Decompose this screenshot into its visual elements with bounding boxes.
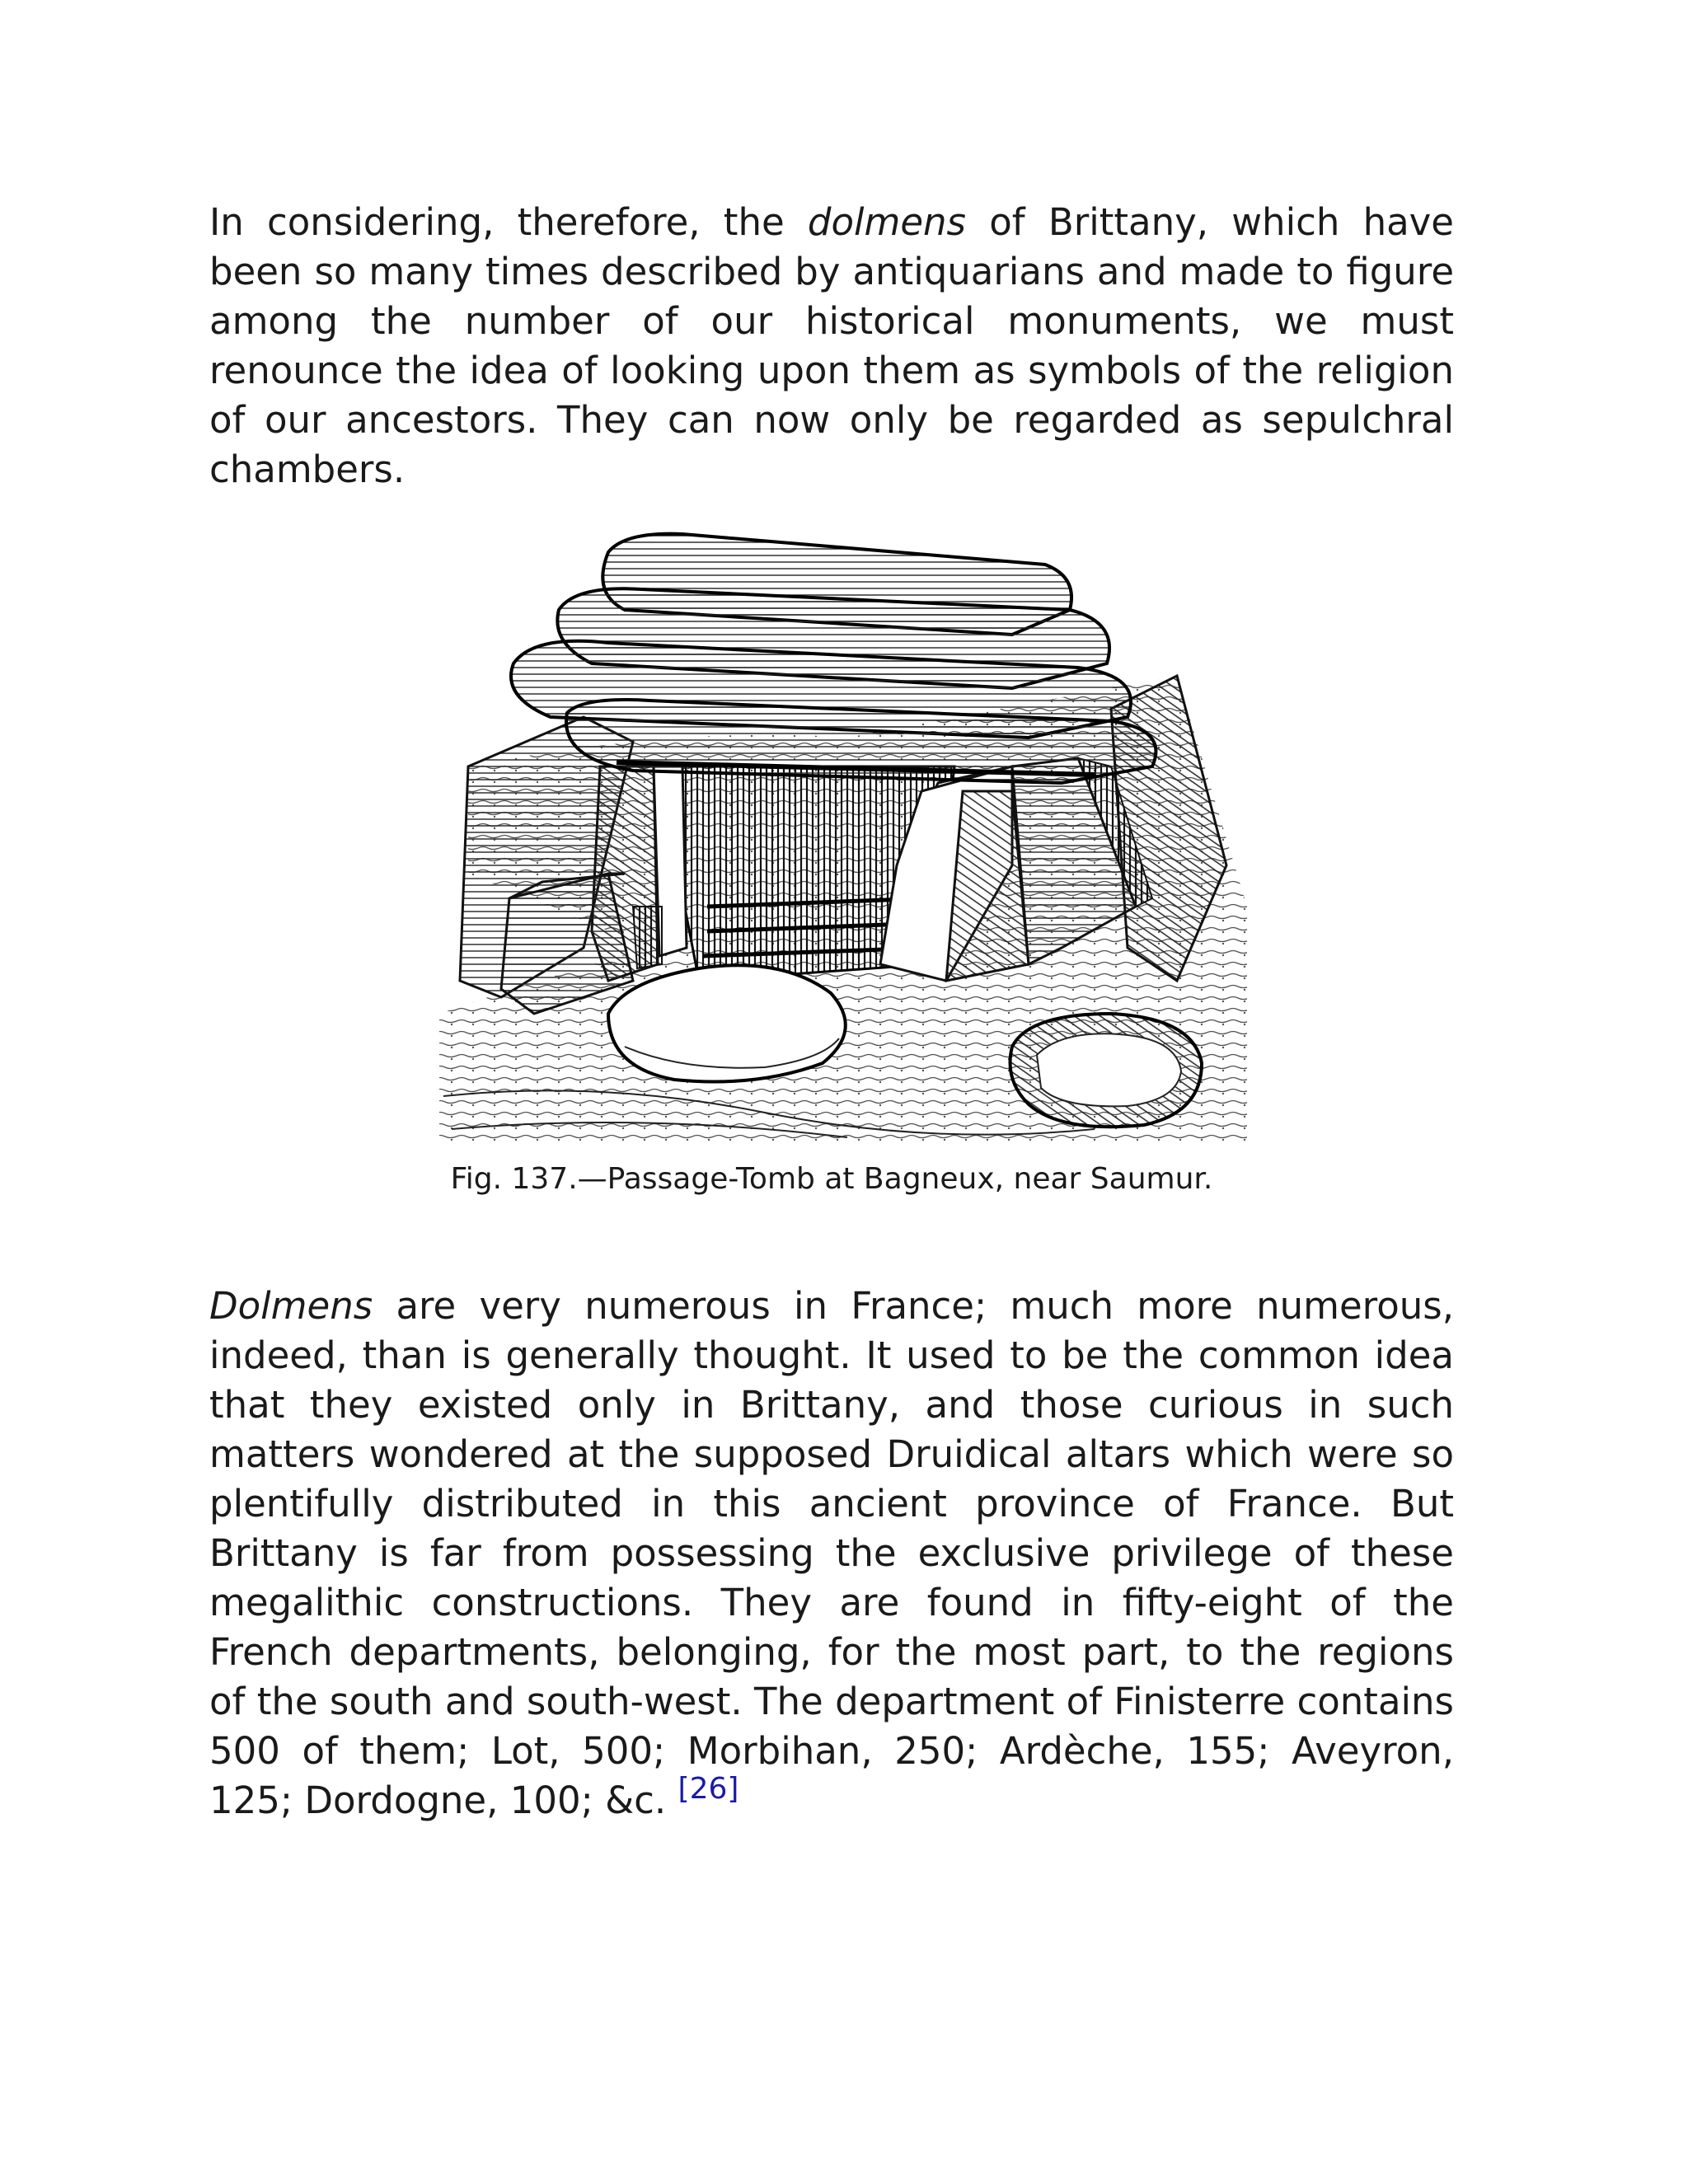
paragraph-dolmens-france (209, 1282, 1454, 1825)
paragraph1-body-text: of Brittany, which have been so many times described by antiquarians and made to figure among the number of our historical monuments, we must renounce the idea of looking upon them as symbols of the religion of our ancestors. They can now only be regarded as sepulchral chambers. (209, 200, 1454, 491)
paragraph-dolmens-brittany (209, 198, 1454, 494)
paragraph2-body-text: are very numerous in France; much more numerous, indeed, than is generally thought. It used to be the common idea that they existed only in Brittany, and those curious in such matters wondered at the supposed Druidical altars which were so plentifully distributed in this ancient province of France. But Brittany is far from possessing the exclusive privilege of these megalithic constructions. They are found in fifty-eight of the French departments, belonging, for the most part, to the regions of the south and south-west. The department of Finisterre contains 500 of them; Lot, 500; Morbihan, 250; Ardèche, 155; Aveyron, 125; Dordogne, 100; &c. (209, 1284, 1454, 1822)
figure-caption: Fig. 137.—Passage-Tomb at Bagneux, near Saumur. (450, 1162, 1213, 1196)
figure-passage-tomb-illustration (435, 519, 1251, 1146)
passage-tomb-engraving (435, 519, 1251, 1146)
footnote-link[interactable]: [26] (678, 1772, 739, 1806)
paragraph1-italic-term: dolmens (807, 200, 966, 244)
paragraph2-italic-term: Dolmens (209, 1284, 373, 1328)
paragraph1-lead-text: In considering, therefore, the (209, 200, 808, 244)
